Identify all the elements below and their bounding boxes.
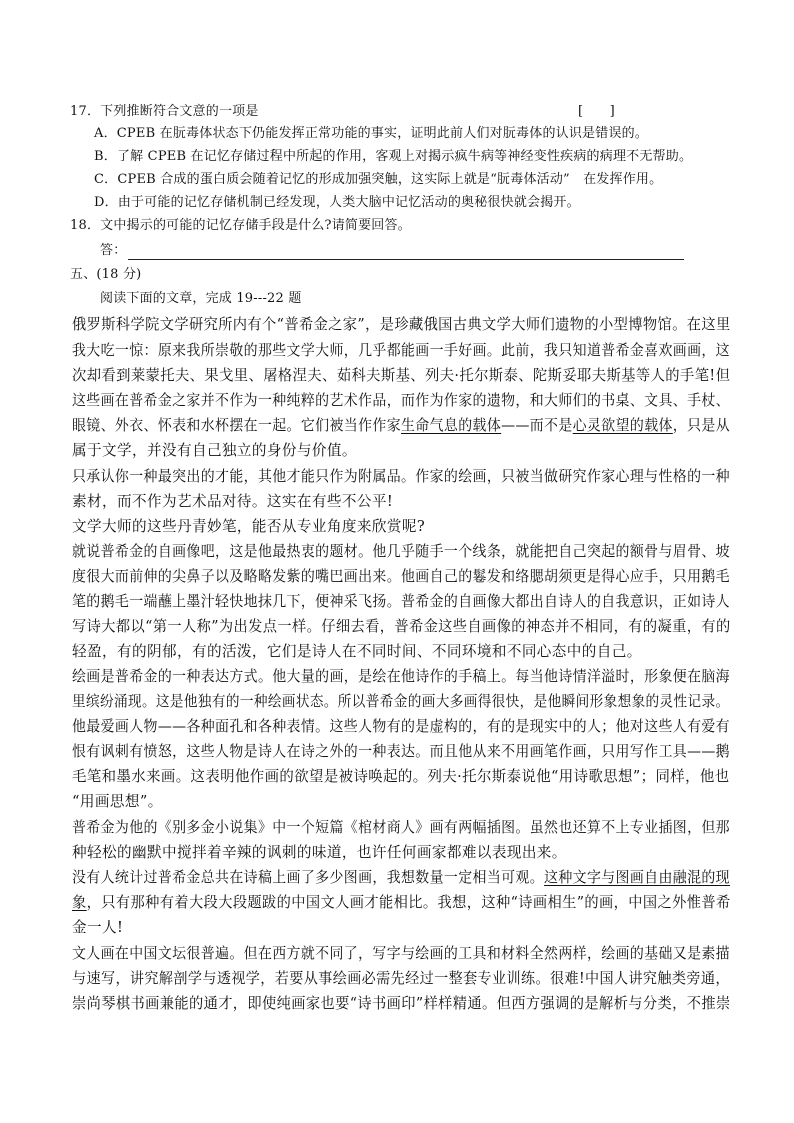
- article-line: 崇尚琴棋书画兼能的通才，即使纯画家也要“诗书画印”样样精通。但西方强调的是解析与分类，不推崇: [72, 995, 731, 1012]
- option-a: A．CPEB 在朊毒体状态下仍能发挥正常功能的事实，证明此前人们对朊毒体的认识是错误的。: [94, 126, 649, 141]
- article-line: 文人画在中国文坛很普遍。但在西方就不同了，写字与绘画的工具和材料全然两样，绘画的基础又是素描: [72, 945, 730, 962]
- question-17-stem: [70, 101, 259, 123]
- option-b: B．了解 CPEB 在记忆存储过程中所起的作用，客观上对揭示疯牛病等神经变性疾病的病理不无帮助。: [94, 149, 693, 164]
- article-line: [72, 892, 731, 914]
- article-text: ——而不是: [501, 417, 573, 434]
- article-line: 普希金为他的《别多金小说集》中一个短篇《棺材商人》画有两幅插图。虽然也还算不上专业插图，但那: [72, 819, 730, 836]
- article-line: 笔的鹅毛一端蘸上墨汁轻快地抹几下，便神采飞扬。普希金的自画像大都出自诗人的自我意识，正如诗人: [72, 593, 730, 610]
- answer-bracket: [ ]: [578, 104, 615, 119]
- article-text: 眼镜、外衣、怀表和水杯摆在一起。它们被当作作家: [72, 417, 401, 434]
- article-line: 只承认你一种最突出的才能，其他才能只作为附属品。作家的绘画，只被当做研究作家心理与性格的一种: [72, 468, 730, 485]
- article-line: 素材，而不作为艺术品对待。这实在有些不公平!: [72, 493, 394, 510]
- section-5-instruction: 阅读下面的文章，完成 19---22 题: [100, 291, 302, 306]
- article-line: 绘画是普希金的一种表达方式。他大量的画，是绘在他诗作的手稿上。每当他诗情洋溢时，形象便在脑海: [72, 668, 730, 685]
- article-line: 与速写，讲究解剖学与透视学，若要从事绘画必需先经过一整套专业训练。很难!中国人讲究触类旁通，: [72, 970, 730, 987]
- article-line: 属于文学，并没有自己独立的身份与价值。: [72, 442, 357, 459]
- article-text: ，只是从: [672, 417, 731, 434]
- article-line: 文学大师的这些丹青妙笔，能否从专业角度来欣赏呢?: [72, 518, 426, 535]
- article-text: ，只有那种有着大段大段题跋的中国文人画才能相比。我想，这种“诗画相生”的画，中国之外惟普希: [86, 894, 731, 911]
- article-text: 没有人统计过普希金总共在诗稿上画了多少图画，我想数量一定相当可观。: [72, 869, 545, 886]
- article-line: 轻盈，有的阴郁，有的活泼，它们是诗人在不同时间、不同环境和不同心态中的自己。: [72, 643, 642, 660]
- section-5-title: 五、(18 分): [70, 267, 142, 282]
- article-line: [72, 867, 730, 889]
- question-17-text: 17．下列推断符合文意的一项是: [70, 104, 259, 119]
- article-line: 毛笔和墨水来画。这表明他作画的欲望是被诗唤起的。列夫·托尔斯泰说他“用诗歌思想”；同样，他也: [72, 768, 730, 785]
- article-line: 他最爱画人物——各种面孔和各种表情。这些人物有的是虚构的，有的是现实中的人；他对这些人有爱有: [72, 718, 730, 735]
- underlined-phrase-3: 这种文字与图画自由融混的现: [544, 869, 730, 886]
- article-line: 写诗大都以“第一人称”为出发点一样。仔细去看，普希金这些自画像的神态并不相同，有的凝重，有的: [72, 618, 731, 635]
- article-line: 金一人!: [72, 919, 124, 936]
- underlined-phrase-2: 心灵欲望的载体: [572, 417, 673, 434]
- question-18-stem: 18．文中揭示的可能的记忆存储手段是什么?请简要回答。: [70, 218, 411, 233]
- article-line: 恨有讽刺有愤怒，这些人物是诗人在诗之外的一种表达。而且他从来不用画笔作画，只用写作工具——鹅: [72, 743, 730, 760]
- article-line: “用画思想”。: [72, 793, 163, 810]
- article-line: 就说普希金的自画像吧，这是他最热衷的题材。他几乎随手一个线条，就能把自己突起的额骨与眉骨、坡: [72, 543, 730, 560]
- article-line: [72, 415, 730, 437]
- option-c: C．CPEB 合成的蛋白质会随着记忆的形成加强突触，这实际上就是“朊毒体活动” 在发挥作用。: [94, 172, 663, 187]
- answer-label: 答：: [100, 243, 127, 258]
- article-line: 里缤纷涌现。这是他独有的一种绘画状态。所以普希金的画大多画得很快，是他瞬间形象想象的灵性记录。: [72, 693, 730, 710]
- article-line: 种轻松的幽默中搅拌着辛辣的讽刺的味道，也许任何画家都难以表现出来。: [72, 844, 567, 861]
- article-line: 度很大而前伸的尖鼻子以及略略发紫的嘴巴画出来。他画自己的鬈发和络腮胡须更是得心应手，只用鹅毛: [72, 568, 730, 585]
- article-line: 俄罗斯科学院文学研究所内有个“普希金之家”，是珍藏俄国古典文学大师们遗物的小型博物馆。在这里: [72, 316, 731, 333]
- article-line: 我大吃一惊：原来我所崇敬的那些文学大师，几乎都能画一手好画。此前，我只知道普希金喜欢画画，这: [72, 342, 730, 359]
- option-d: D．由于可能的记忆存储机制已经发现，人类大脑中记忆活动的奥秘很快就会揭开。: [94, 195, 580, 210]
- article-line: 次却看到莱蒙托夫、果戈里、屠格涅夫、茹科夫斯基、列夫·托尔斯泰、陀斯妥耶夫斯基等人的手笔!但: [72, 367, 731, 384]
- article-line: 这些画在普希金之家并不作为一种纯粹的艺术作品，而作为作家的遗物，和大师们的书桌、文具、手杖、: [72, 392, 730, 409]
- underlined-phrase-3-end: 象: [72, 894, 87, 911]
- answer-blank-line: [128, 258, 684, 260]
- underlined-phrase-1: 生命气息的载体: [400, 417, 502, 434]
